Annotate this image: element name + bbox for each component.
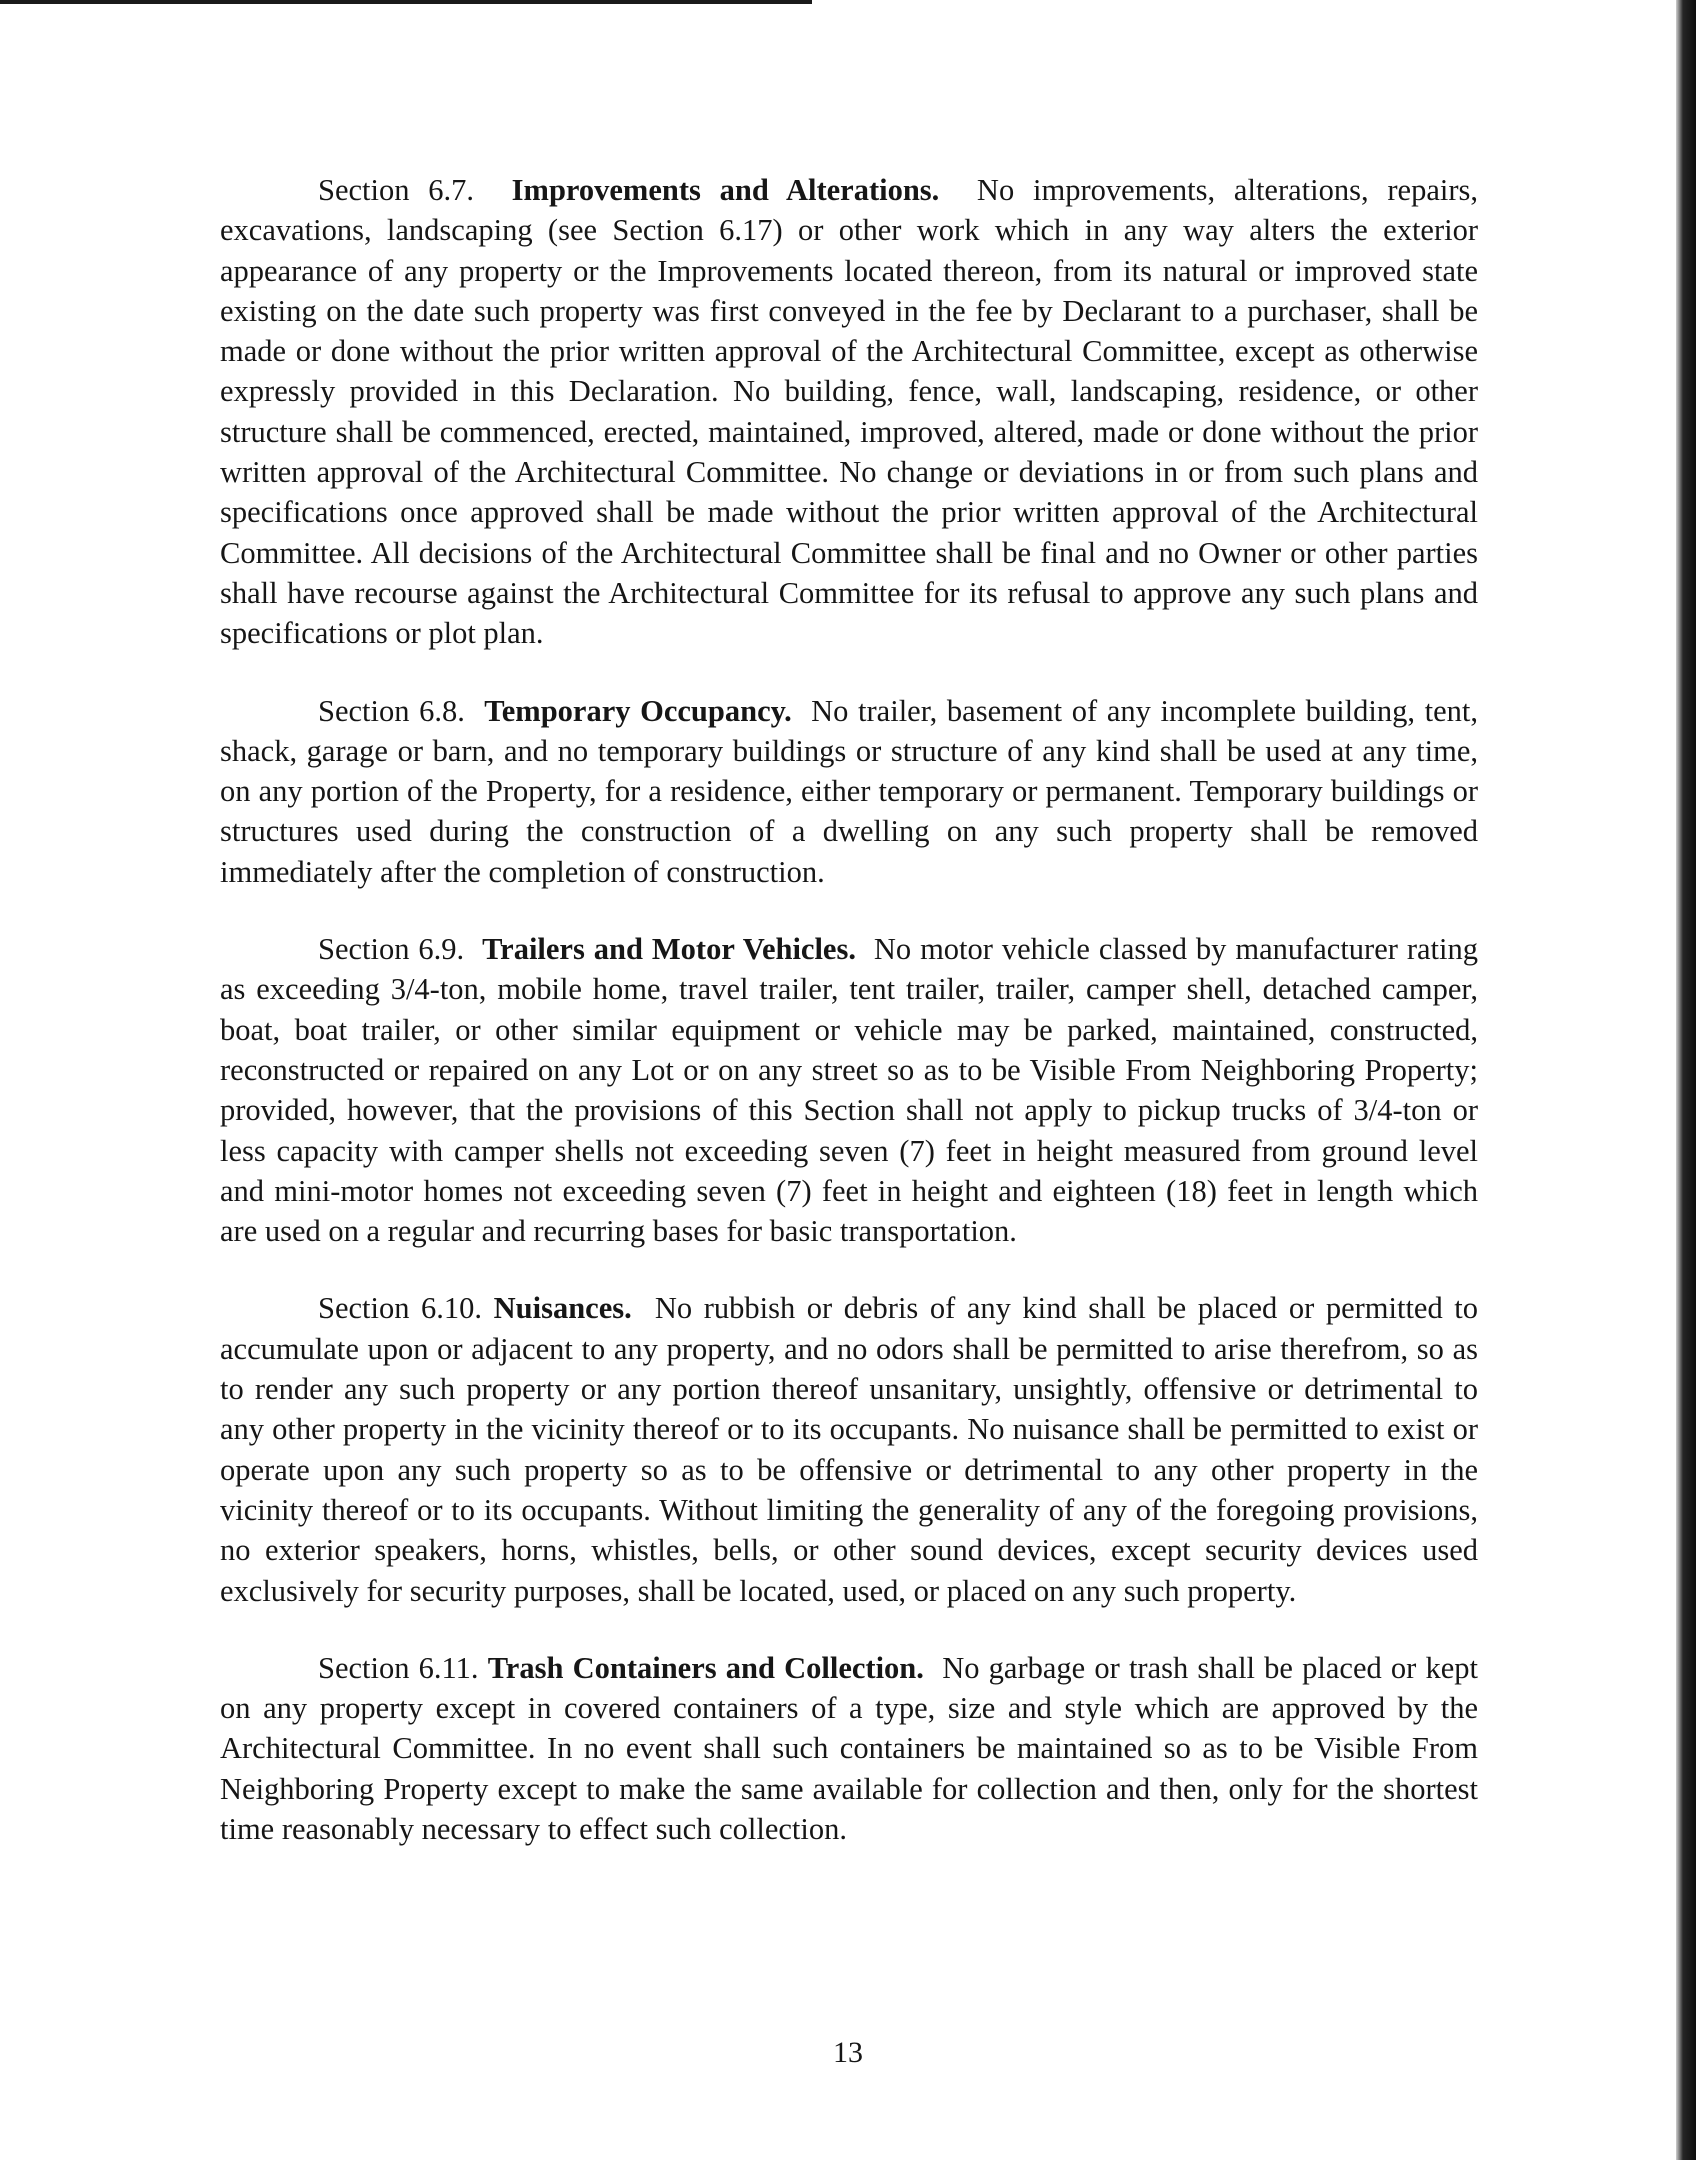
section-text: No trailer, basement of any incomplete building, tent, shack, garage or barn, and no temporary buildings or structure of any kind shall be used at any time, on any portion of the Property, for a residence, either temporary or permanent. Temporary buildings or structures used during the construction of a dwelling on any such property shall be removed immediately after the completion of construction. bbox=[220, 693, 1478, 889]
section-6-8 bbox=[220, 691, 1478, 892]
section-heading: Nuisances. bbox=[493, 1291, 632, 1326]
section-heading: Trash Containers and Collection. bbox=[487, 1650, 924, 1685]
section-heading: Trailers and Motor Vehicles. bbox=[482, 932, 856, 967]
section-heading: Temporary Occupancy. bbox=[484, 693, 792, 728]
page-number: 13 bbox=[833, 2036, 863, 2069]
section-6-7 bbox=[220, 170, 1478, 654]
scan-top-edge bbox=[0, 0, 812, 4]
scan-right-edge-shadow bbox=[1676, 0, 1696, 2160]
section-number: Section 6.8. bbox=[318, 693, 465, 728]
section-heading: Improvements and Alterations. bbox=[511, 173, 940, 207]
section-text: No rubbish or debris of any kind shall be placed or permitted to accumulate upon or adjacent to any property, and no odors shall be permitted to arise therefrom, so as to render any such property or any portion thereof unsanitary, unsightly, offensive or detrimental to any other property in the vicinity thereof or to its occupants. No nuisance shall be permitted to exist or operate upon any such property so as to be offensive or detrimental to any other property in the vicinity thereof or to its occupants. Without limiting the generality of any of the foregoing provisions, no exterior speakers, horns, whistles, bells, or other sound devices, except security devices used exclusively for security purposes, shall be located, used, or placed on any such property. bbox=[220, 1291, 1478, 1608]
section-number: Section 6.9. bbox=[318, 932, 465, 967]
section-text: No motor vehicle classed by manufacturer rating as exceeding 3/4-ton, mobile home, travel trailer, tent trailer, trailer, camper shell, detached camper, boat, boat trailer, or other similar equipment or vehicle may be parked, maintained, constructed, reconstructed or repaired on any Lot or on any street so as to be Visible From Neighboring Property; provided, however, that the provisions of this Section shall not apply to pickup trucks of 3/4-ton or less capacity with camper shells not exceeding seven (7) feet in height measured from ground level and mini-motor homes not exceeding seven (7) feet in height and eighteen (18) feet in length which are used on a regular and recurring bases for basic transportation. bbox=[220, 932, 1478, 1249]
document-body bbox=[220, 170, 1478, 1886]
section-6-10 bbox=[220, 1288, 1478, 1610]
section-number: Section 6.10. bbox=[318, 1291, 483, 1326]
section-text: No improvements, alterations, repairs, excavations, landscaping (see Section 6.17) or other work which in any way alters the exterior appearance of any property or the Improvements located thereon, from its natural or improved state existing on the date such property was first conveyed in the fee by Declarant to a purchaser, shall be made or done without the prior written approval of the Architectural Committee, except as otherwise expressly provided in this Declaration. No building, fence, wall, landscaping, residence, or other structure shall be commenced, erected, maintained, improved, altered, made or done without the prior written approval of the Architectural Committee. No change or deviations in or from such plans and specifications once approved shall be made without the prior written approval of the Architectural Committee. All decisions of the Architectural Committee shall be final and no Owner or other parties shall have recourse against the Architectural Committee for its refusal to approve any such plans and specifications or plot plan. bbox=[220, 173, 1479, 651]
section-6-11 bbox=[220, 1648, 1478, 1849]
section-number: Section 6.11. bbox=[318, 1650, 479, 1685]
section-number: Section 6.7. bbox=[318, 173, 475, 207]
section-6-9 bbox=[220, 929, 1478, 1251]
section-text: No garbage or trash shall be placed or kept on any property except in covered containers of a type, size and style which are approved by the Architectural Committee. In no event shall such containers be maintained so as to be Visible From Neighboring Property except to make the same available for collection and then, only for the shortest time reasonably necessary to effect such collection. bbox=[220, 1650, 1478, 1846]
